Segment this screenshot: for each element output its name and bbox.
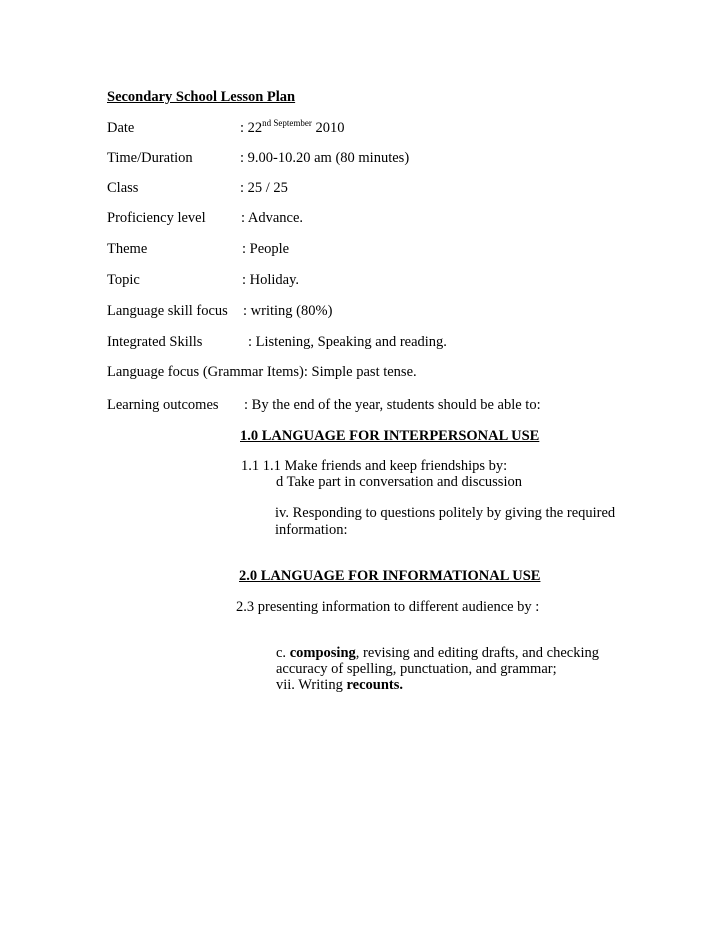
- date-year: 2010: [311, 120, 345, 136]
- time-label: Time/Duration: [107, 150, 193, 166]
- integrated-skills-value: : Listening, Speaking and reading.: [248, 334, 447, 350]
- time-value: : 9.00-10.20 am (80 minutes): [240, 150, 410, 166]
- section1-line1: 1.1 1.1 Make friends and keep friendships by:: [241, 458, 508, 474]
- integrated-skills-label: Integrated Skills: [107, 334, 203, 350]
- theme-label: Theme: [107, 241, 148, 257]
- document-title: Secondary School Lesson Plan: [107, 89, 296, 105]
- proficiency-value: : Advance.: [241, 210, 304, 226]
- topic-value: : Holiday.: [242, 272, 300, 288]
- item-c-rest: , revising and editing drafts, and checking: [355, 645, 599, 661]
- date-superscript: nd September: [262, 118, 312, 128]
- language-skill-focus-label: Language skill focus: [107, 303, 228, 319]
- section2-item-c-continued: accuracy of spelling, punctuation, and grammar;: [276, 661, 557, 677]
- proficiency-label: Proficiency level: [107, 210, 206, 226]
- class-value: : 25 / 25: [240, 180, 288, 196]
- item-c-bold: composing: [289, 645, 356, 661]
- section2-heading: 2.0 LANGUAGE FOR INFORMATIONAL USE: [239, 568, 541, 584]
- learning-outcomes-value: : By the end of the year, students should be able to:: [244, 397, 541, 413]
- language-focus: Language focus (Grammar Items): Simple past tense.: [107, 364, 417, 380]
- item-c-prefix: c.: [276, 645, 290, 661]
- section1-line2: d Take part in conversation and discussion: [276, 474, 522, 490]
- class-label: Class: [107, 180, 139, 196]
- date-value: [240, 120, 345, 137]
- item-vii-bold: recounts.: [346, 677, 403, 693]
- date-prefix: : 22: [240, 120, 263, 136]
- section2-item-c: [276, 645, 599, 662]
- section1-heading: 1.0 LANGUAGE FOR INTERPERSONAL USE: [240, 428, 540, 444]
- date-label: Date: [107, 120, 135, 136]
- section2-line1: 2.3 presenting information to different audience by :: [236, 599, 540, 615]
- topic-label: Topic: [107, 272, 140, 288]
- item-vii-prefix: vii. Writing: [276, 677, 347, 693]
- section1-line3: iv. Responding to questions politely by giving the required: [275, 505, 616, 521]
- section2-item-vii: [276, 677, 403, 694]
- section1-line4: information:: [275, 522, 348, 538]
- learning-outcomes-label: Learning outcomes: [107, 397, 219, 413]
- theme-value: : People: [242, 241, 290, 257]
- language-skill-focus-value: : writing (80%): [243, 303, 333, 319]
